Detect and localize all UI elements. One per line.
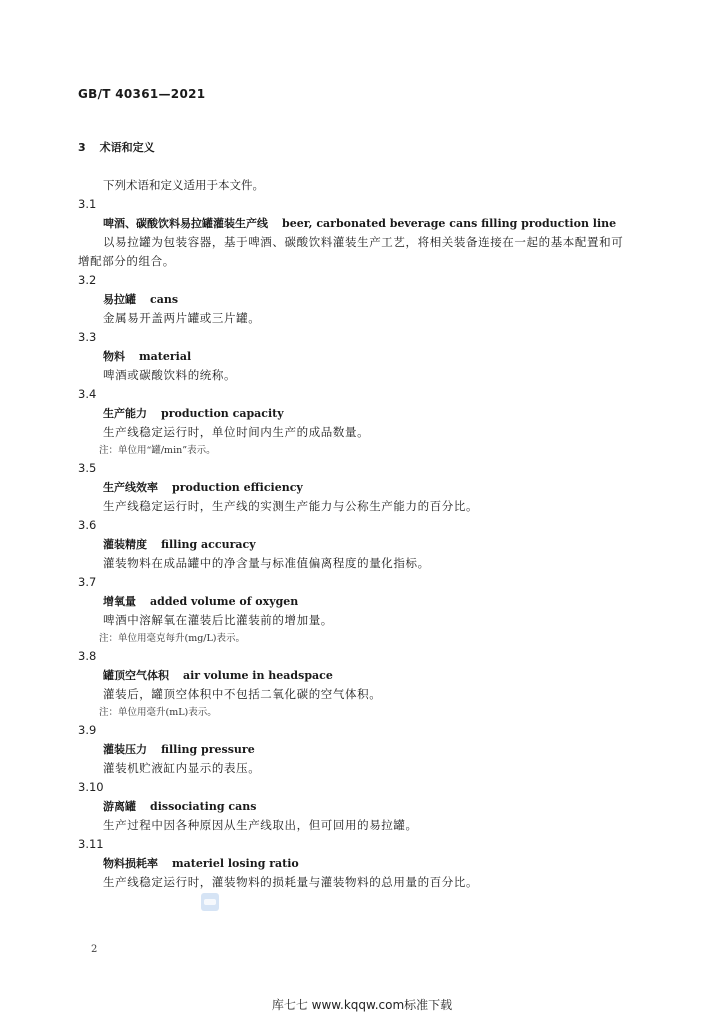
term-heading <box>78 592 648 611</box>
term-definition: 以易拉罐为包装容器，基于啤酒、碳酸饮料灌装生产工艺，将相关装备连接在一起的基本配置和可 <box>103 235 624 249</box>
term-definition: 生产线稳定运行时，灌装物料的损耗量与灌装物料的总用量的百分比。 <box>103 875 479 889</box>
download-site-footer: 库七七 www.kqqw.com标准下载 <box>271 998 453 1012</box>
term-en: added volume of oxygen <box>150 595 299 608</box>
term-definition: 啤酒中溶解氧在灌装后比灌装前的增加量。 <box>103 613 333 627</box>
term-zh: 物料损耗率 <box>103 857 158 870</box>
term-definition: 生产过程中因各种原因从生产线取出，但可回用的易拉罐。 <box>103 818 418 832</box>
term-definition-continued: 增配部分的组合。 <box>78 254 175 268</box>
term-entry-3-11 <box>78 835 648 892</box>
term-heading <box>78 478 648 497</box>
term-definition: 金属易开盖两片罐或三片罐。 <box>103 311 261 325</box>
section-title: 术语和定义 <box>99 141 155 154</box>
term-zh: 灌装压力 <box>103 743 147 756</box>
term-definition: 生产线稳定运行时，单位时间内生产的成品数量。 <box>103 425 370 439</box>
term-entry-3-1 <box>78 195 648 271</box>
term-entry-3-2 <box>78 271 648 328</box>
term-number: 3.5 <box>78 461 97 475</box>
term-entry-3-5 <box>78 459 648 516</box>
term-entry-3-9 <box>78 721 648 778</box>
term-number: 3.6 <box>78 518 97 532</box>
section-heading <box>78 139 155 155</box>
term-en: filling accuracy <box>161 538 256 551</box>
term-en: production capacity <box>161 407 284 420</box>
term-zh: 游离罐 <box>103 800 136 813</box>
intro-text: 下列术语和定义适用于本文件。 <box>103 178 264 192</box>
term-definition: 灌装后，罐顶空体积中不包括二氧化碳的空气体积。 <box>103 687 382 701</box>
watermark-glyph-icon <box>203 897 217 907</box>
watermark-logo-icon <box>201 893 219 911</box>
term-heading <box>78 797 648 816</box>
term-definition: 灌装机贮液缸内显示的表压。 <box>103 761 261 775</box>
term-zh: 啤酒、碳酸饮料易拉罐灌装生产线 <box>103 217 268 230</box>
term-note: 注：单位用“罐/min”表示。 <box>99 445 216 456</box>
term-zh: 生产能力 <box>103 407 147 420</box>
term-number: 3.8 <box>78 649 97 663</box>
term-zh: 灌装精度 <box>103 538 147 551</box>
term-zh: 易拉罐 <box>103 293 136 306</box>
term-note: 注：单位用毫克每升(mg/L)表示。 <box>99 633 246 644</box>
term-number: 3.4 <box>78 387 97 401</box>
term-heading <box>78 404 648 423</box>
term-zh: 物料 <box>103 350 125 363</box>
term-number: 3.1 <box>78 197 97 211</box>
term-number: 3.10 <box>78 780 104 794</box>
term-en: air volume in headspace <box>183 669 333 682</box>
term-heading <box>78 290 648 309</box>
term-entry-3-6 <box>78 516 648 573</box>
section-number: 3 <box>78 141 86 154</box>
term-en: beer, carbonated beverage cans filling production line <box>282 217 617 230</box>
term-en: materiel losing ratio <box>172 857 299 870</box>
term-en: production efficiency <box>172 481 303 494</box>
term-number: 3.9 <box>78 723 97 737</box>
term-entry-3-7 <box>78 573 648 647</box>
term-definition: 灌装物料在成品罐中的净含量与标准值偏离程度的量化指标。 <box>103 556 430 570</box>
term-zh: 生产线效率 <box>103 481 158 494</box>
standard-code: GB/T 40361—2021 <box>78 87 206 101</box>
term-number: 3.11 <box>78 837 104 851</box>
term-en: filling pressure <box>161 743 255 756</box>
term-en: cans <box>150 293 179 306</box>
term-zh: 增氧量 <box>103 595 136 608</box>
term-entry-3-3 <box>78 328 648 385</box>
term-list <box>78 195 648 892</box>
term-entry-3-8 <box>78 647 648 721</box>
term-entry-3-4 <box>78 385 648 459</box>
term-entry-3-10 <box>78 778 648 835</box>
term-heading <box>78 740 648 759</box>
term-heading <box>78 347 648 366</box>
term-en: material <box>139 350 192 363</box>
term-definition: 啤酒或碳酸饮料的统称。 <box>103 368 237 382</box>
term-heading <box>78 214 648 233</box>
term-en: dissociating cans <box>150 800 257 813</box>
term-number: 3.7 <box>78 575 97 589</box>
term-heading <box>78 666 648 685</box>
term-number: 3.2 <box>78 273 97 287</box>
page-number: 2 <box>91 944 98 955</box>
term-heading <box>78 854 648 873</box>
term-definition: 生产线稳定运行时，生产线的实测生产能力与公称生产能力的百分比。 <box>103 499 479 513</box>
term-heading <box>78 535 648 554</box>
term-note: 注：单位用毫升(mL)表示。 <box>99 707 217 718</box>
term-zh: 罐顶空气体积 <box>103 669 169 682</box>
term-number: 3.3 <box>78 330 97 344</box>
